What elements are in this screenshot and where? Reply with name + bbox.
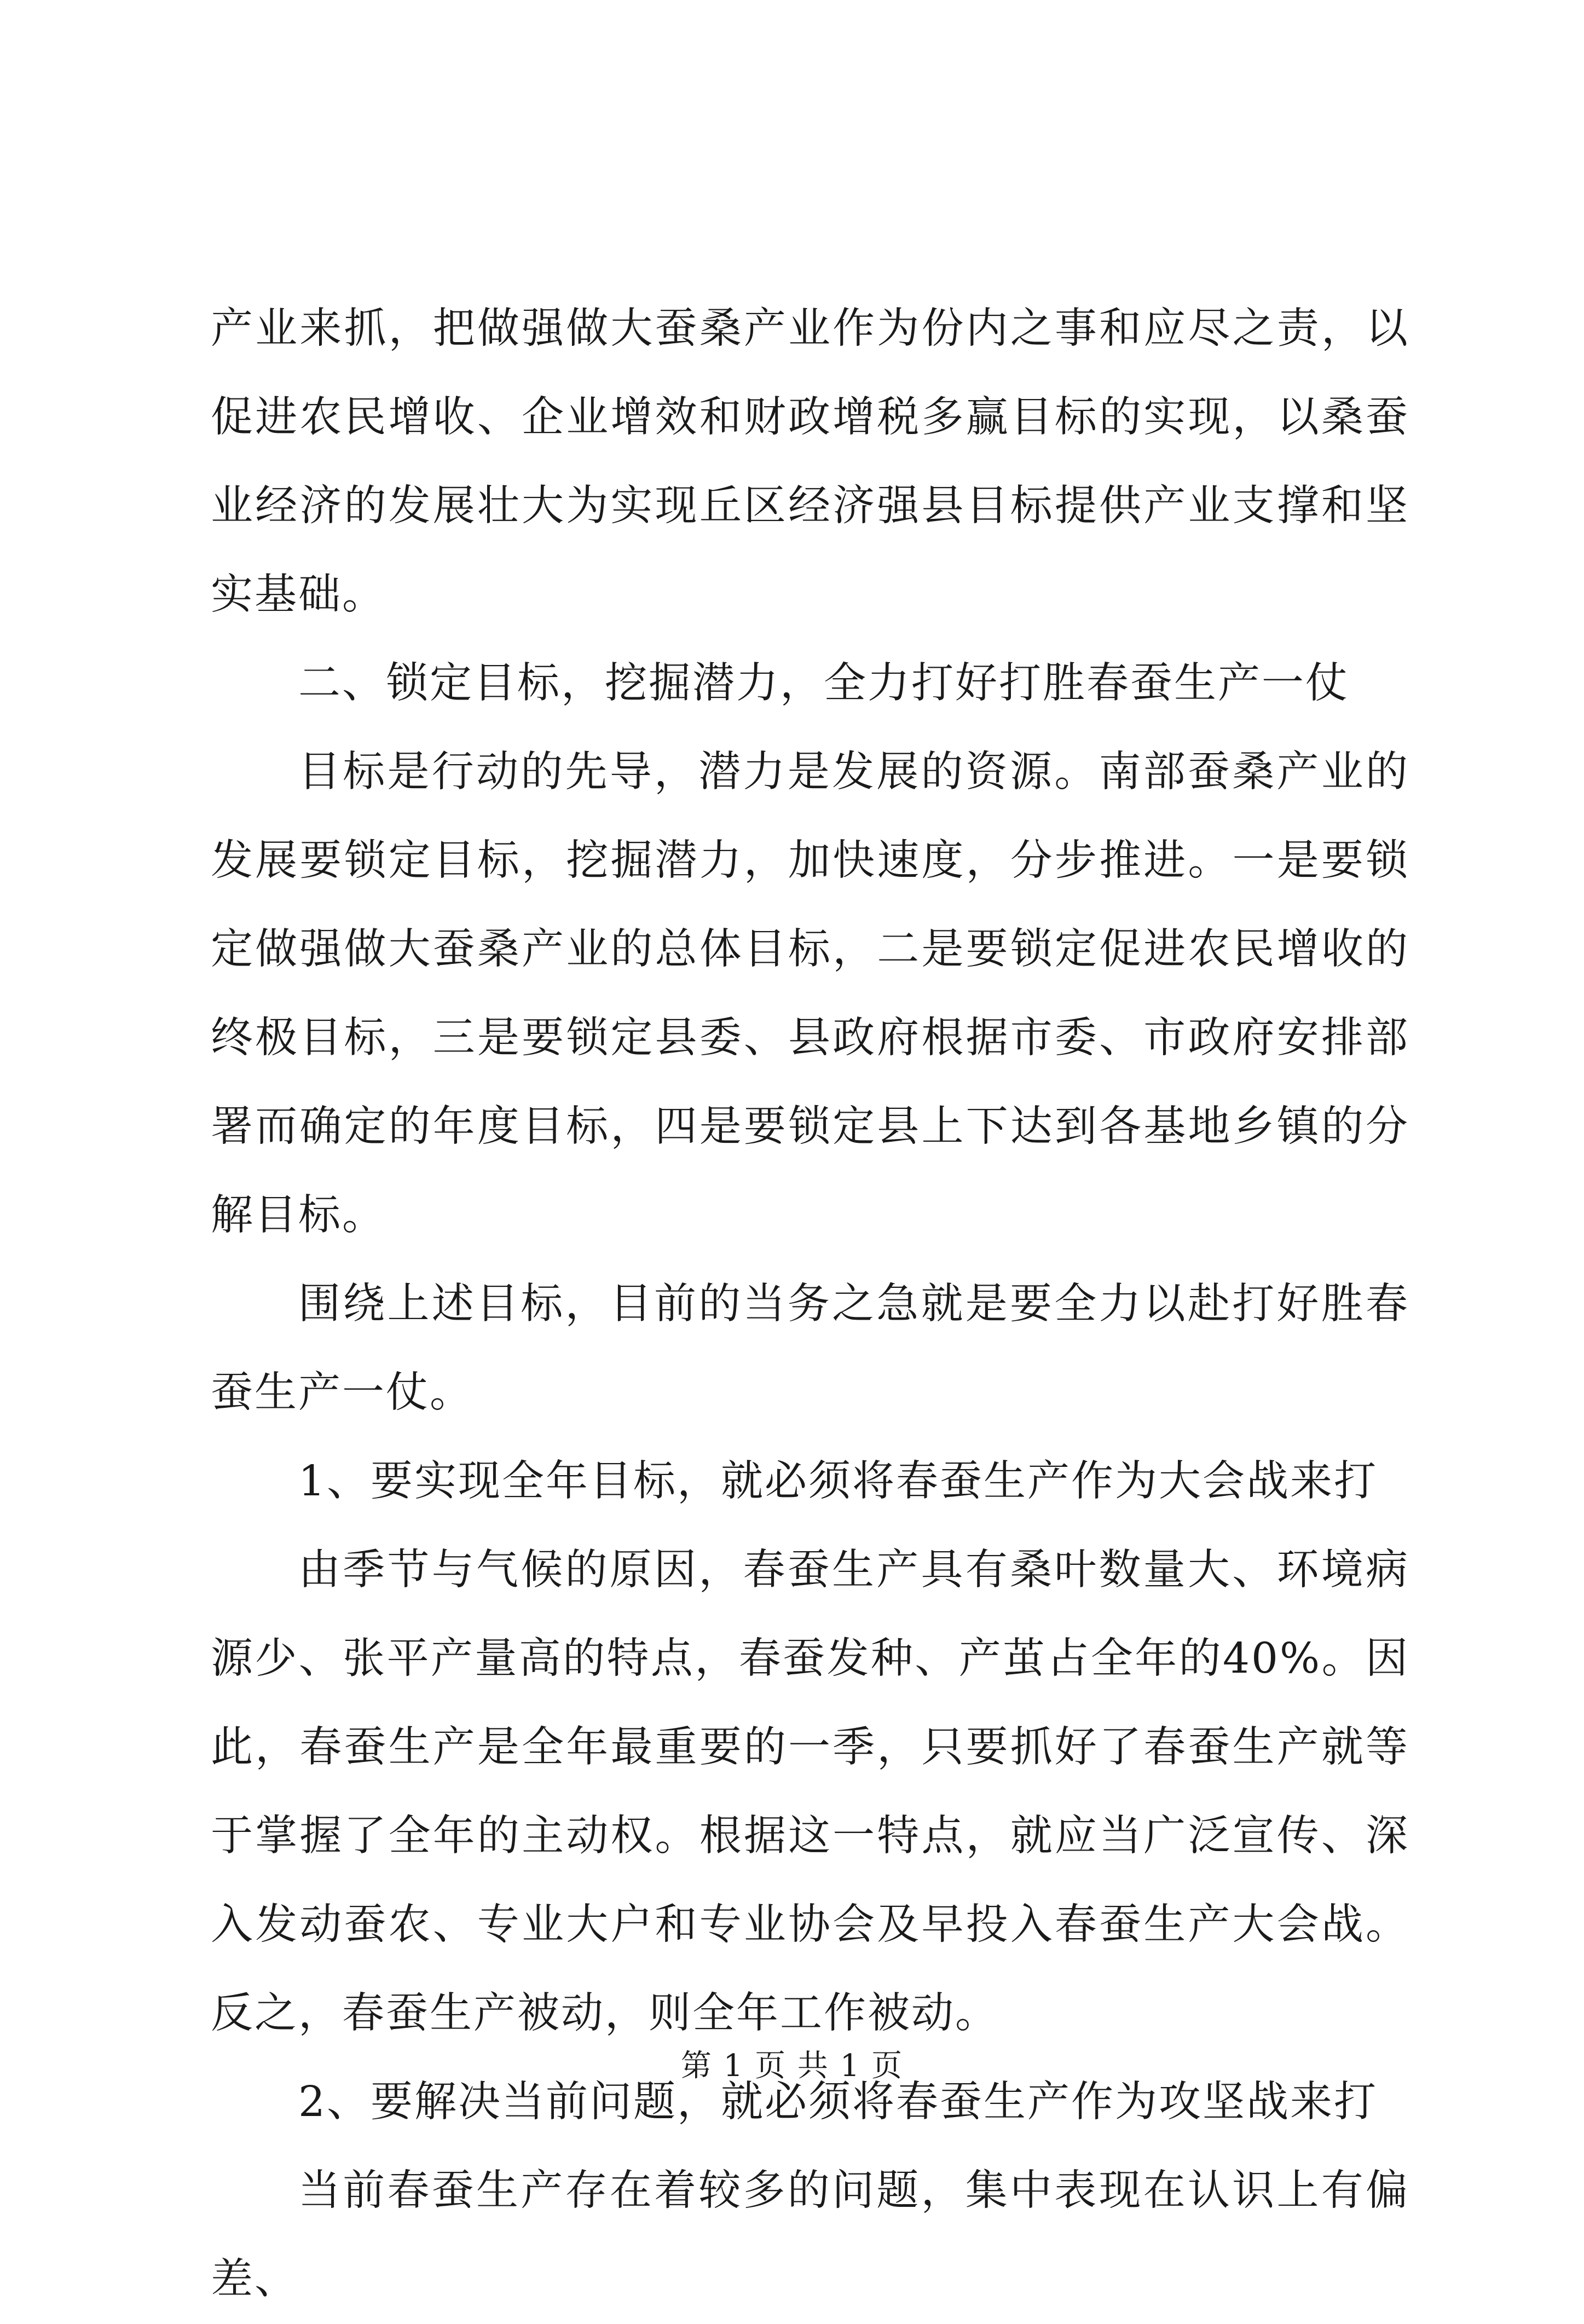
- page-number: 第 1 页 共 1 页: [680, 2048, 904, 2084]
- page-footer: [0, 2047, 1584, 2085]
- section-heading: 二、锁定目标，挖掘潜力，全力打好打胜春蚕生产一仗: [298, 659, 1349, 708]
- document-body: [211, 285, 1409, 2324]
- paragraph: 产业来抓，把做强做大蚕桑产业作为份内之事和应尽之责，以促进农民增收、企业增效和财政增税多赢目标的实现，以桑蚕业经济的发展壮大为实现丘区经济强县目标提供产业支撑和坚实基础。: [211, 304, 1409, 619]
- paragraph: 当前春蚕生产存在着较多的问题，集中表现在认识上有偏差、: [211, 2166, 1409, 2304]
- paragraph: 由季节与气候的原因，春蚕生产具有桑叶数量大、环境病源少、张平产量高的特点，春蚕发种、产茧占全年的40%。因此，春蚕生产是全年最重要的一季，只要抓好了春蚕生产就等于掌握了全年的主动权。根据这一特点，就应当广泛宣传、深入发动蚕农、专业大户和专业协会及早投入春蚕生产大会战。反之，春蚕生产被动，则全年工作被动。: [211, 1546, 1409, 2038]
- paragraph: 围绕上述目标，目前的当务之急就是要全力以赴打好胜春蚕生产一仗。: [211, 1280, 1409, 1417]
- paragraph: 目标是行动的先导，潜力是发展的资源。南部蚕桑产业的发展要锁定目标，挖掘潜力，加快速度，分步推进。一是要锁定做强做大蚕桑产业的总体目标，二是要锁定促进农民增收的终极目标，三是要锁定县委、县政府根据市委、市政府安排部署而确定的年度目标，四是要锁定县上下达到各基地乡镇的分解目标。: [211, 748, 1409, 1240]
- subsection-heading: 1、要实现全年目标，就必须将春蚕生产作为大会战来打: [298, 1457, 1378, 1506]
- subsection-heading: 2、要解决当前问题，就必须将春蚕生产作为攻坚战来打: [298, 2078, 1378, 2126]
